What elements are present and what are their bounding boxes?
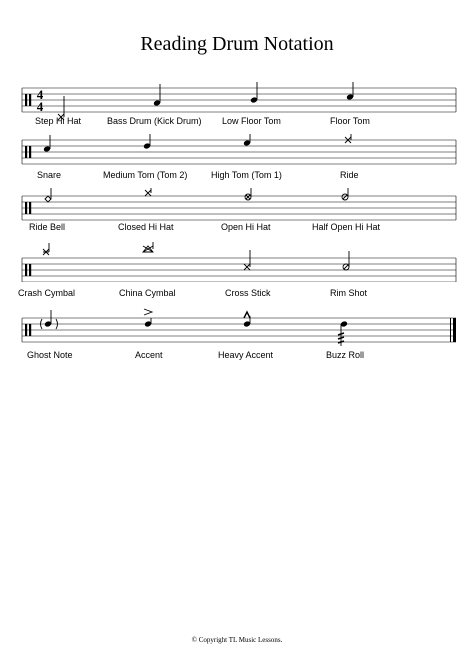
half-open-hi-hat-note [342,188,348,200]
label-high-tom: High Tom (Tom 1) [211,170,282,180]
label-ghost-note: Ghost Note [27,350,73,360]
closed-hi-hat-note [145,188,151,196]
china-cymbal-note [143,242,153,252]
staff-row-4 [0,242,474,282]
rim-shot-note [343,251,349,270]
final-barline [450,318,456,342]
label-rim-shot: Rim Shot [330,288,368,298]
label-floor-tom: Floor Tom [330,116,370,126]
label-ride-bell: Ride Bell [29,222,66,232]
label-china-cymbal: China Cymbal [119,288,176,298]
staff-lines [22,140,456,164]
snare-note [43,135,51,152]
cross-stick-note [244,250,250,270]
label-cross-stick: Cross Stick [225,288,271,298]
label-medium-tom: Medium Tom (Tom 2) [103,170,188,180]
label-open-hi-hat: Open Hi Hat [221,222,271,232]
staff-lines [22,88,456,112]
bass-drum-note [153,84,161,106]
copyright-notice: © Copyright TL Music Lessons. [191,636,283,644]
label-snare: Snare [37,170,62,180]
label-closed-hi-hat: Closed Hi Hat [118,222,174,232]
label-half-open-hi-hat: Half Open Hi Hat [312,222,381,232]
page-title: Reading Drum Notation [140,33,334,55]
label-bass-drum: Bass Drum (Kick Drum) [107,116,202,126]
heavy-accent-note [243,312,251,327]
label-low-floor-tom: Low Floor Tom [222,116,281,126]
label-accent: Accent [135,350,163,360]
staff-lines [22,318,456,342]
staff-row-5 [0,308,474,354]
open-hi-hat-note [245,188,251,200]
ghost-note [41,310,58,329]
time-signature-bottom: 4 [36,99,44,114]
ride-note [345,134,351,143]
medium-tom-note [143,134,151,149]
staff-row-3 [0,188,474,224]
label-step-hi-hat: Step Hi Hat [35,116,82,126]
time-signature-top: 4 [36,87,44,102]
label-crash-cymbal: Crash Cymbal [18,288,76,298]
floor-tom-note [346,82,354,100]
ride-bell-note [45,188,51,202]
label-heavy-accent: Heavy Accent [218,350,274,360]
low-floor-tom-note [250,82,258,103]
staff-lines [22,196,456,220]
staff-row-2 [0,134,474,170]
staff-lines [22,258,456,282]
label-ride: Ride [340,170,359,180]
crash-cymbal-note [43,243,49,255]
label-buzz-roll: Buzz Roll [326,350,365,360]
